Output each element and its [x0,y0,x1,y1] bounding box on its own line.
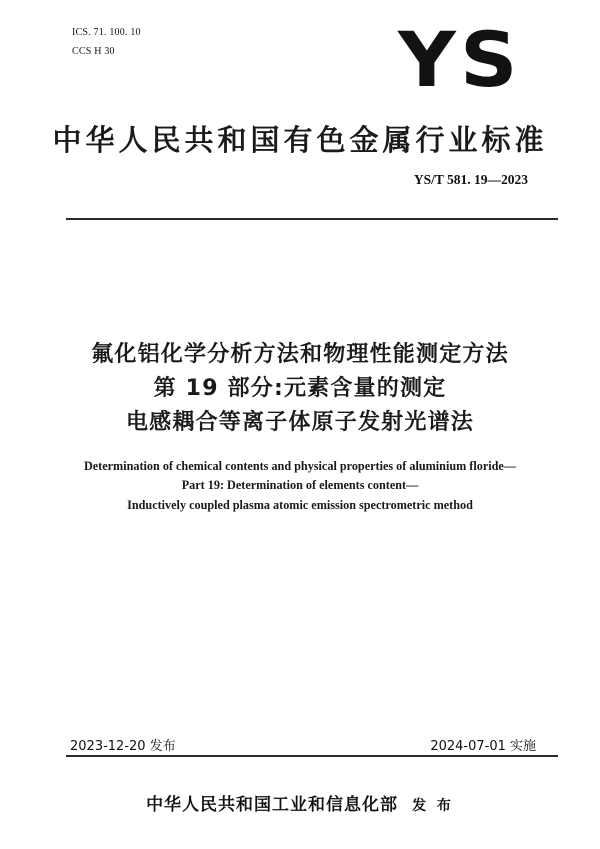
title-en-line-3: Inductively coupled plasma atomic emission spectrometric method [127,498,473,512]
issue-date: 2023-12-20 发布 [70,739,176,754]
publisher-name: 中华人民共和国工业和信息化部 [146,795,399,815]
standard-type-heading: 中华人民共和国有色金属行业标准 [52,123,548,157]
implementation-date: 2024-07-01 实施 [430,739,536,754]
publisher-verb: 发 布 [412,798,454,814]
title-zh-line-1: 氟化铝化学分析方法和物理性能测定方法 [91,342,509,367]
ys-logo: YS [398,15,522,104]
title-en-line-1: Determination of chemical contents and physical properties of aluminium floride— [83,459,517,473]
top-divider [66,218,558,220]
title-zh-line-3: 电感耦合等离子体原子发射光谱法 [125,410,474,435]
ccs-code: CCS H 30 [72,46,115,57]
ics-code: ICS. 71. 100. 10 [72,27,141,38]
standard-code: YS/T 581. 19—2023 [413,172,528,187]
bottom-divider [66,755,558,757]
publisher [0,790,600,815]
title-en-line-2: Part 19: Determination of elements content— [181,478,419,492]
title-zh-line-2: 第 19 部分:元素含量的测定 [153,376,447,401]
